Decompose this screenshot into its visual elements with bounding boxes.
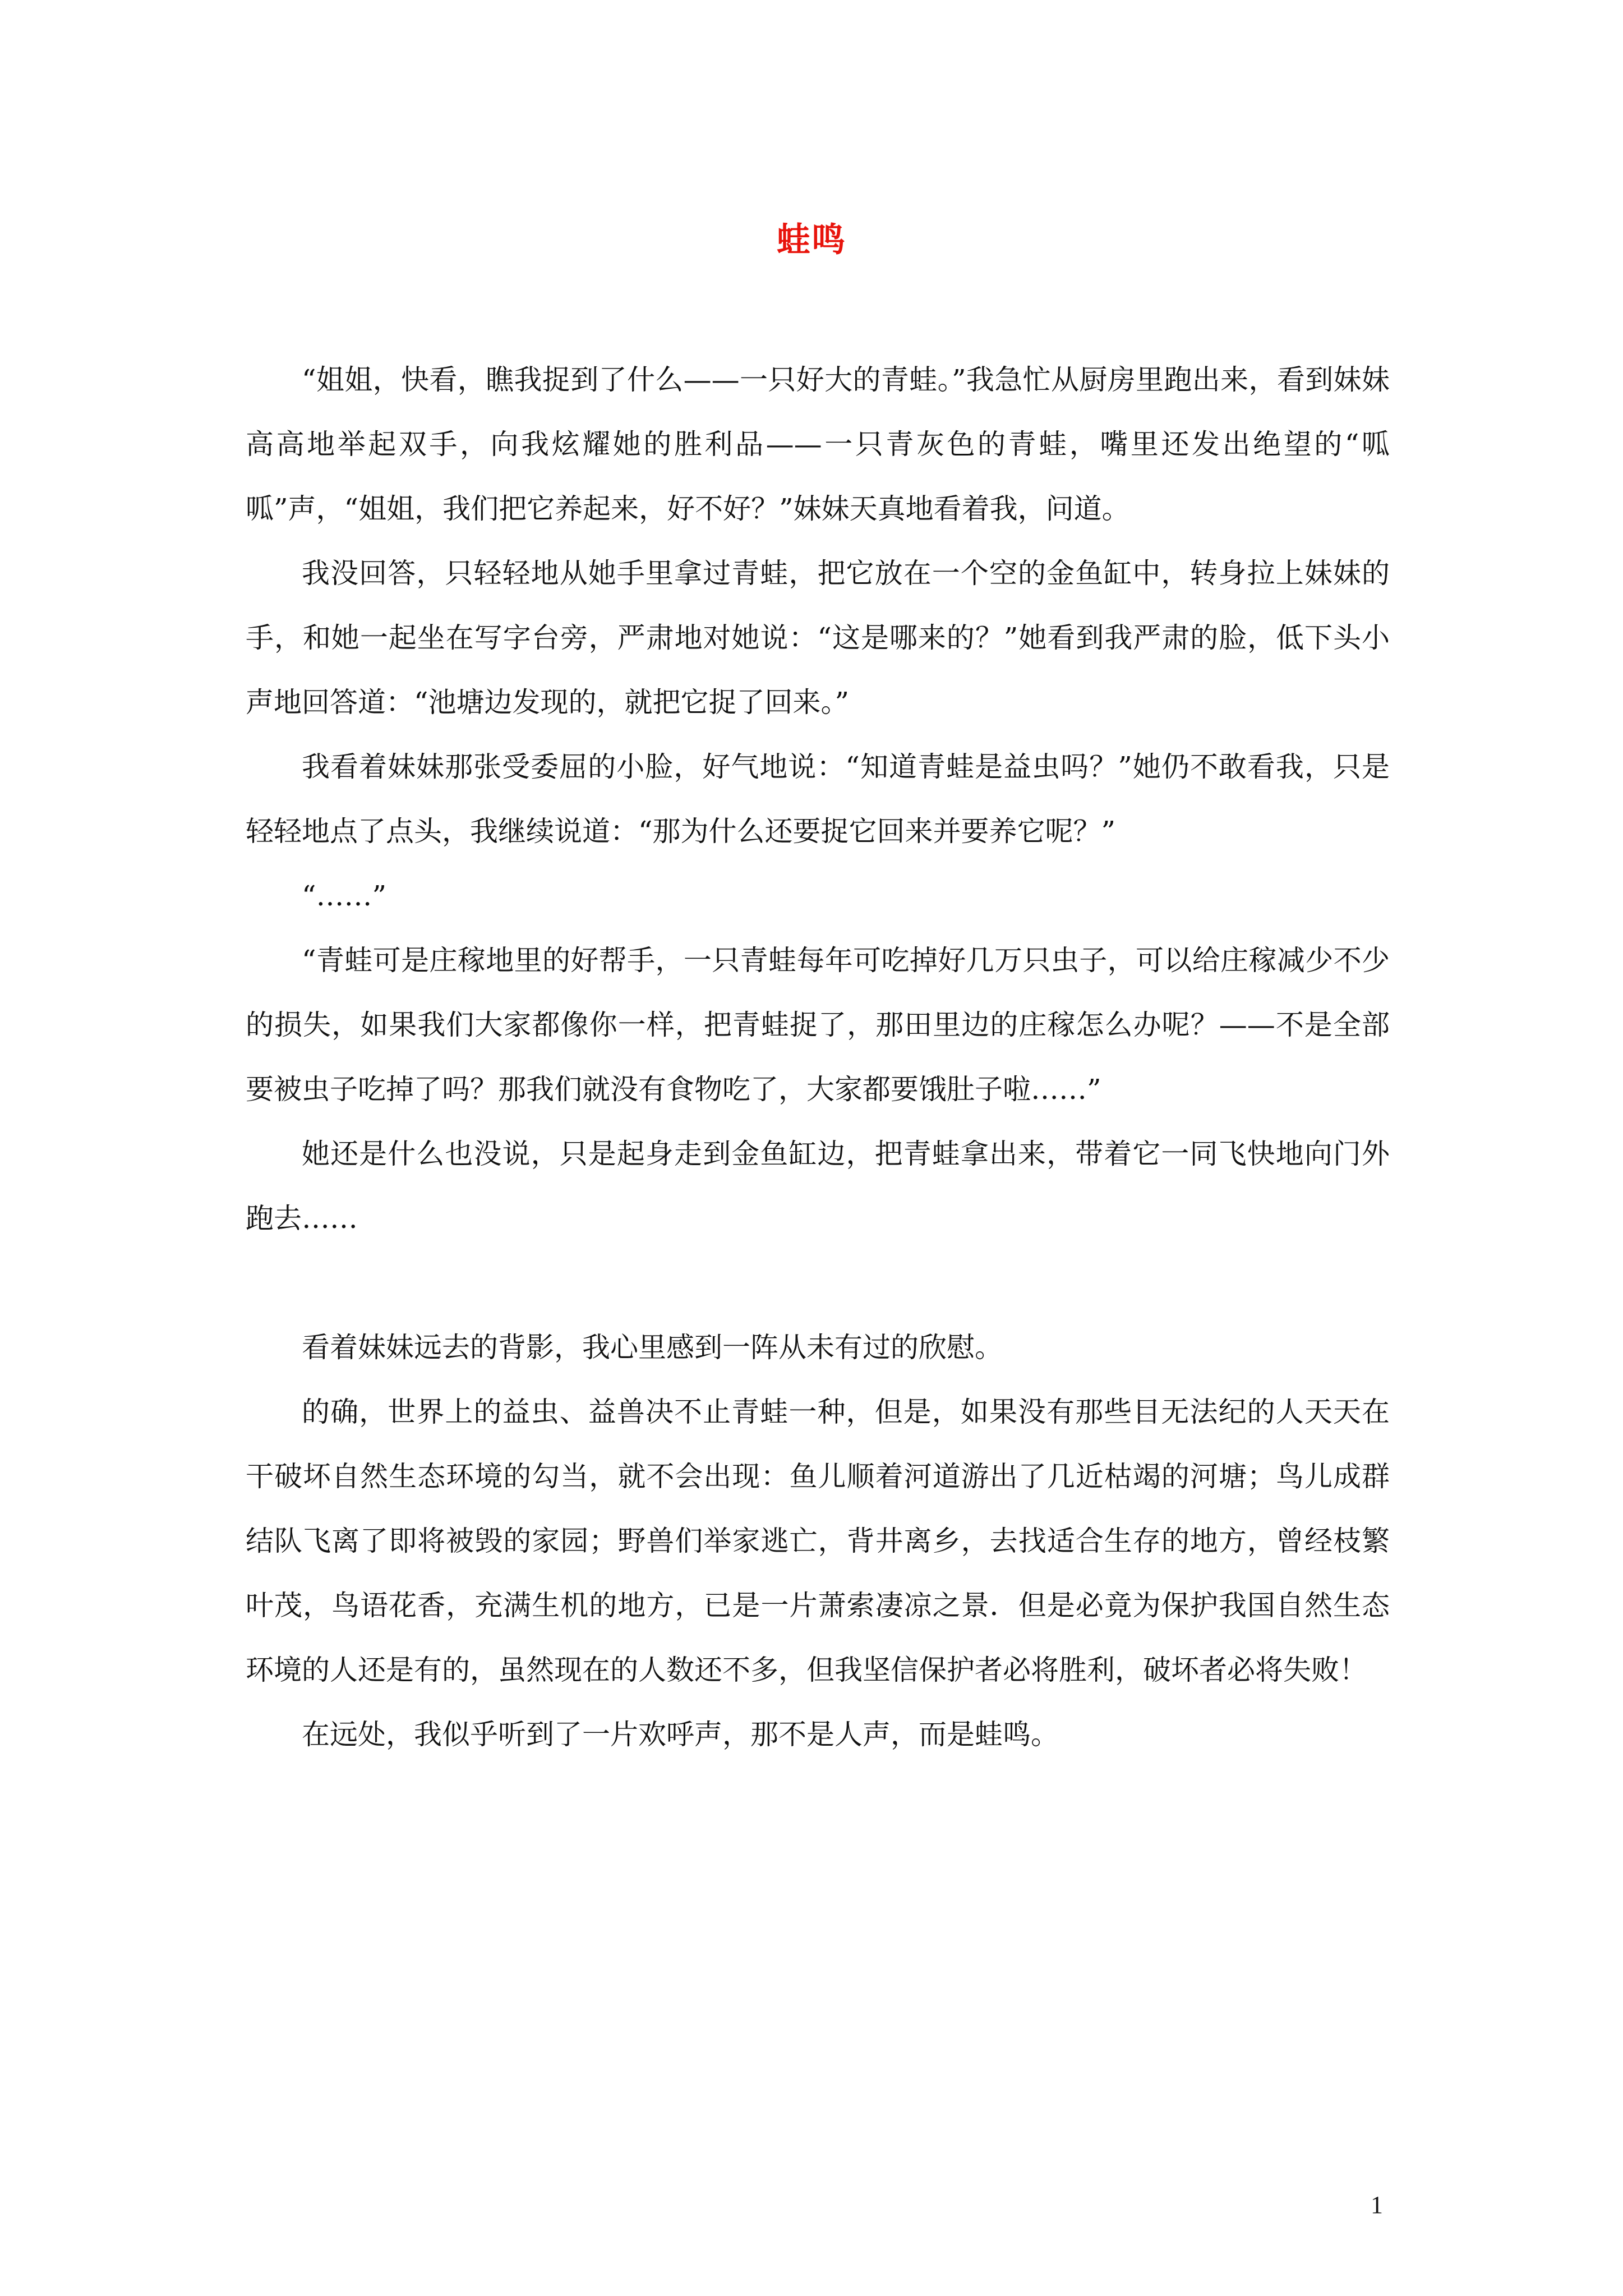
paragraph: “姐姐，快看，瞧我捉到了什么——一只好大的青蛙。”我急忙从厨房里跑出来，看到妹妹高高地举起双手，向我炫耀她的胜利品——一只青灰色的青蛙，嘴里还发出绝望的“呱呱”声，“姐姐，我们把它养起来，好不好？”妹妹天真地看着我，问道。	[246, 364, 1390, 525]
paragraph: 她还是什么也没说，只是起身走到金鱼缸边，把青蛙拿出来，带着它一同飞快地向门外跑去……	[246, 1138, 1390, 1235]
page-number: 1	[1371, 2191, 1383, 2219]
paragraph: 看着妹妹远去的背影，我心里感到一阵从未有过的欣慰。	[302, 1331, 1003, 1364]
paragraph: 我看着妹妹那张受委屈的小脸，好气地说：“知道青蛙是益虫吗？”她仍不敢看我，只是轻轻地点了点头，我继续说道：“那为什么还要捉它回来并要养它呢？”	[246, 751, 1390, 848]
paragraph: “……”	[302, 880, 387, 912]
paragraph: 在远处，我似乎听到了一片欢呼声，那不是人声，而是蛙鸣。	[302, 1718, 1059, 1751]
document-body	[246, 348, 1390, 1767]
paragraph: 的确，世界上的益虫、益兽决不止青蛙一种，但是，如果没有那些目无法纪的人天天在干破坏自然生态环境的勾当，就不会出现：鱼儿顺着河道游出了几近枯竭的河塘；鸟儿成群结队飞离了即将被毁的家园；野兽们举家逃亡，背井离乡，去找适合生存的地方，曾经枝繁叶茂，鸟语花香，充满生机的地方，已是一片萧索凄凉之景．但是必竟为保护我国自然生态环境的人还是有的，虽然现在的人数还不多，但我坚信保护者必将胜利，破坏者必将失败！	[246, 1396, 1390, 1686]
document-title: 蛙鸣	[777, 220, 846, 260]
paragraph: 我没回答，只轻轻地从她手里拿过青蛙，把它放在一个空的金鱼缸中，转身拉上妹妹的手，和她一起坐在写字台旁，严肃地对她说：“这是哪来的？”她看到我严肃的脸，低下头小声地回答道：“池塘边发现的，就把它捉了回来。”	[246, 557, 1390, 719]
paragraph: “青蛙可是庄稼地里的好帮手，一只青蛙每年可吃掉好几万只虫子，可以给庄稼减少不少的损失，如果我们大家都像你一样，把青蛙捉了，那田里边的庄稼怎么办呢？——不是全部要被虫子吃掉了吗？那我们就没有食物吃了，大家都要饿肚子啦……”	[246, 944, 1390, 1106]
